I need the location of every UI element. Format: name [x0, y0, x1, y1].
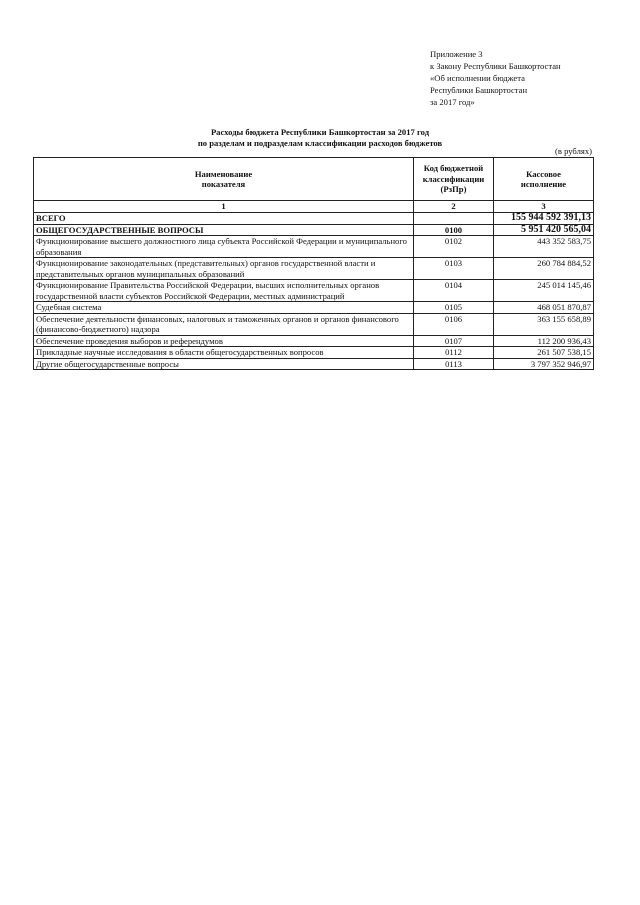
- row-name: Другие общегосударственные вопросы: [34, 358, 414, 370]
- appendix-note: [430, 48, 561, 108]
- row-amount: 260 784 884,52: [494, 258, 594, 280]
- table-row: [34, 335, 594, 347]
- row-name: Функционирование высшего должностного лица субъекта Российской Федерации и муниципального образования: [34, 236, 414, 258]
- table-row-total: [34, 213, 594, 225]
- appendix-line: «Об исполнении бюджета: [430, 73, 525, 83]
- table-row: [34, 236, 594, 258]
- header-code: [414, 158, 494, 201]
- appendix-line: Приложение 3: [430, 49, 483, 59]
- header-amount: [494, 158, 594, 201]
- row-code: 0100: [414, 224, 494, 236]
- row-code: 0107: [414, 335, 494, 347]
- header-text: Код бюджетной: [423, 163, 484, 174]
- row-code: 0113: [414, 358, 494, 370]
- appendix-line: за 2017 год»: [430, 97, 475, 107]
- row-amount: 3 797 352 946,97: [494, 358, 594, 370]
- header-name: [34, 158, 414, 201]
- header-text: показателя: [201, 179, 246, 189]
- row-amount: 112 200 936,43: [494, 335, 594, 347]
- row-code: 0106: [414, 313, 494, 335]
- table-header-row: [34, 158, 594, 201]
- column-number: 1: [34, 201, 414, 213]
- document-title: [0, 127, 640, 149]
- row-name: ОБЩЕГОСУДАРСТВЕННЫЕ ВОПРОСЫ: [34, 224, 414, 236]
- table-row: [34, 258, 594, 280]
- row-code: 0102: [414, 236, 494, 258]
- units-note: (в рублях): [555, 146, 592, 156]
- row-code: 0105: [414, 302, 494, 314]
- header-text: Кассовое: [526, 168, 561, 179]
- row-amount: 5 951 420 565,04: [494, 224, 594, 236]
- title-line: по разделам и подразделам классификации расходов бюджетов: [197, 138, 443, 148]
- column-number: 3: [494, 201, 594, 213]
- expenditure-table: [33, 157, 594, 370]
- row-code: 0112: [414, 347, 494, 359]
- appendix-line: к Закону Республики Башкортостан: [430, 61, 561, 71]
- table-row: [34, 313, 594, 335]
- table-row-section: [34, 224, 594, 236]
- row-amount: 443 352 583,75: [494, 236, 594, 258]
- column-number: 2: [414, 201, 494, 213]
- row-amount: 363 155 658,89: [494, 313, 594, 335]
- table-row: [34, 358, 594, 370]
- row-amount: 261 507 538,15: [494, 347, 594, 359]
- row-code: [414, 213, 494, 225]
- table-row: [34, 280, 594, 302]
- column-number-row: [34, 201, 594, 213]
- title-line: Расходы бюджета Республики Башкортостан за 2017 год: [210, 127, 430, 137]
- row-code: 0103: [414, 258, 494, 280]
- row-name: Прикладные научные исследования в области общегосударственных вопросов: [34, 347, 414, 359]
- appendix-line: Республики Башкортостан: [430, 85, 528, 95]
- header-text: исполнение: [520, 179, 567, 189]
- header-text: классификации: [422, 173, 485, 184]
- row-name: Судебная система: [34, 302, 414, 314]
- table-row: [34, 302, 594, 314]
- header-text: (РзПр): [440, 184, 467, 195]
- row-code: 0104: [414, 280, 494, 302]
- header-text: Наименование: [194, 168, 253, 179]
- row-amount: 468 051 870,87: [494, 302, 594, 314]
- row-name: Функционирование Правительства Российской Федерации, высших исполнительных органов государственной власти субъектов Российской Федерации, местных администраций: [34, 280, 414, 302]
- row-name: Обеспечение проведения выборов и референдумов: [34, 335, 414, 347]
- row-name: Функционирование законодательных (представительных) органов государственной власти и представительных органов муниципальных образований: [34, 258, 414, 280]
- row-amount: 155 944 592 391,13: [494, 213, 594, 225]
- table-row: [34, 347, 594, 359]
- row-name: ВСЕГО: [34, 213, 414, 225]
- row-amount: 245 014 145,46: [494, 280, 594, 302]
- row-name: Обеспечение деятельности финансовых, налоговых и таможенных органов и органов финансового (финансово-бюджетного) надзора: [34, 313, 414, 335]
